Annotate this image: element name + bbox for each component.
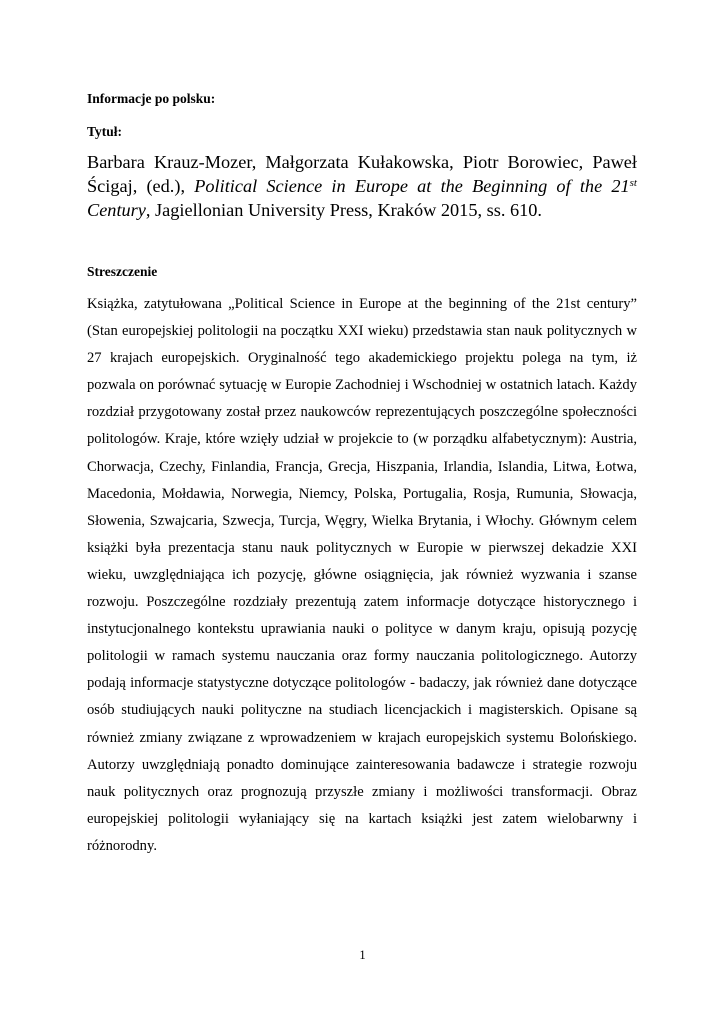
citation-authors: Barbara Krauz-Mozer, Małgorzata Kułakowska, Piotr Borowiec, Paweł Ścigaj, (ed.),: [87, 152, 637, 196]
abstract-heading: Streszczenie: [87, 264, 158, 279]
abstract-paragraph: Książka, zatytułowana „Political Science in Europe at the beginning of the 21st century” (Stan europejskiej politologii na początku XXI wieku) przedstawia stan nauk politycznych w 27 krajach europejskich. Oryginalność tego akademickiego projektu polega na tym, iż pozwala on porównać sytuację w Europie Zachodniej i Wschodniej w ostatnich latach. Każdy rozdział przygotowany został przez naukowców reprezentujących poszczególne społeczności politologów. Kraje, które wzięły udział w projekcie to (w porządku alfabetycznym): Austria, Chorwacja, Czechy, Finlandia, Francja, Grecja, Hiszpania, Irlandia, Islandia, Litwa, Łotwa, Macedonia, Mołdawia, Norwegia, Niemcy, Polska, Portugalia, Rosja, Rumunia, Słowacja, Słowenia, Szwajcaria, Szwecja, Turcja, Węgry, Wielka Brytania, i Włochy. Głównym celem książki była prezentacja stanu nauk politycznych w Europie w pierwszej dekadzie XXI wieku, uwzględniająca ich pozycję, główne osiągnięcia, jak również wyzwania i szanse rozwoju. Poszczególne rozdziały prezentują zatem informacje dotyczące historycznego i instytucjonalnego kontekstu uprawiania nauki o polityce w danym kraju, opisują pozycję politologii w ramach systemu nauczania oraz formy nauczania politologicznego. Autorzy podają informacje statystyczne dotyczące politologów - badaczy, jak również dane dotyczące osób studiujących nauki polityczne na studiach licencjackich i magisterskich. Opisane są również zmiany związane z wprowadzeniem w krajach europejskich systemu Bolońskiego. Autorzy uwzględniają ponadto dominujące zainteresowania badawcze i strategie rozwoju nauk politycznych oraz prognozują przyszłe zmiany i możliwości transformacji. Obraz europejskiej politologii wyłaniający się na kartach książki jest zatem wielobarwny i różnorodny.: [87, 296, 637, 854]
page-number: 1: [359, 948, 366, 962]
section-heading: Informacje po polsku:: [87, 91, 216, 106]
citation-book-title-superscript: st: [629, 177, 637, 189]
citation-book-title-main: Political Science in Europe at the Beginning of the 21: [194, 176, 630, 196]
book-citation: [87, 150, 637, 222]
citation-publisher: , Jagiellonian University Press, Kraków 2015, ss. 610.: [145, 200, 542, 220]
citation-book-title-end: Century: [87, 200, 146, 220]
title-label: Tytuł:: [87, 124, 123, 139]
